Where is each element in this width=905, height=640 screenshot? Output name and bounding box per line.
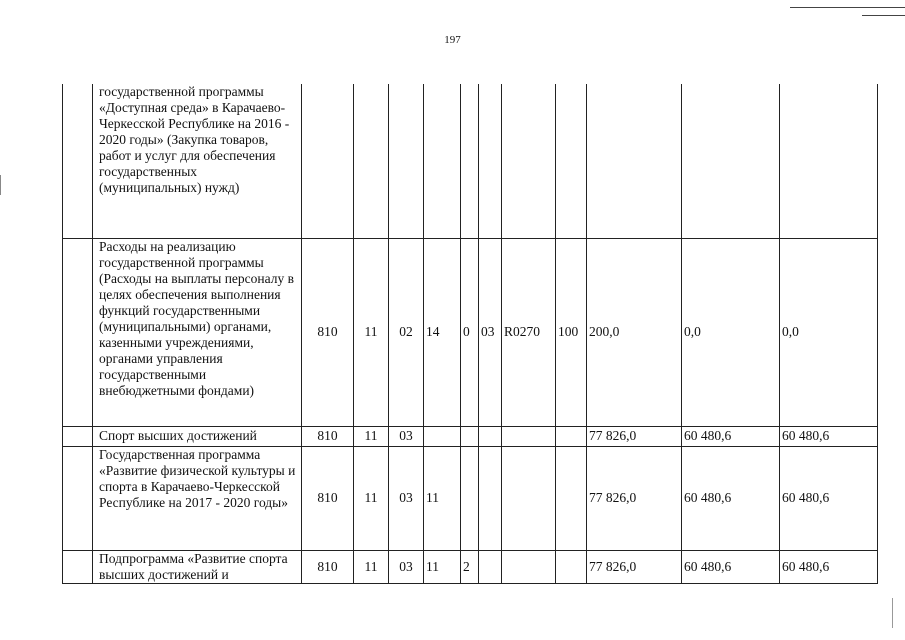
table-row xyxy=(63,426,878,446)
section-cell: 11 xyxy=(354,426,389,446)
admin-code-cell: 810 xyxy=(302,446,354,550)
main-activity-cell: 03 xyxy=(479,238,502,426)
expense-type-cell: 100 xyxy=(556,238,587,426)
row-number-cell xyxy=(63,84,93,238)
subprogram-cell: 2 xyxy=(461,550,479,583)
subprogram-cell xyxy=(461,426,479,446)
main-activity-cell xyxy=(479,446,502,550)
row-name-cell: Подпрограмма «Развитие спорта высших достижений и xyxy=(93,550,302,583)
section-cell: 11 xyxy=(354,446,389,550)
amount-2021-cell: 60 480,6 xyxy=(780,446,878,550)
row-name-cell: Спорт высших достижений xyxy=(93,426,302,446)
amount-2020-cell: 60 480,6 xyxy=(682,550,780,583)
subsection-cell: 03 xyxy=(389,550,424,583)
subprogram-cell xyxy=(461,84,479,238)
row-name-cell: государственной программы «Доступная среда» в Карачаево-Черкесской Республике на 2016 - 2020 годы» (Закупка товаров, работ и услуг для обеспечения государственных (муниципальных) нужд) xyxy=(93,84,302,238)
admin-code-cell: 810 xyxy=(302,238,354,426)
table-row xyxy=(63,238,878,426)
main-activity-cell xyxy=(479,426,502,446)
table-row xyxy=(63,550,878,583)
amount-2019-cell: 200,0 xyxy=(587,238,682,426)
amount-2021-cell xyxy=(780,84,878,238)
main-activity-cell xyxy=(479,550,502,583)
amount-2019-cell xyxy=(587,84,682,238)
subsection-cell: 03 xyxy=(389,446,424,550)
section-cell: 11 xyxy=(354,238,389,426)
expense-type-cell xyxy=(556,84,587,238)
section-cell xyxy=(354,84,389,238)
subprogram-cell: 0 xyxy=(461,238,479,426)
direction-cell xyxy=(502,84,556,238)
direction-cell xyxy=(502,446,556,550)
program-cell xyxy=(424,426,461,446)
amount-2021-cell: 0,0 xyxy=(780,238,878,426)
program-cell: 11 xyxy=(424,550,461,583)
subsection-cell xyxy=(389,84,424,238)
expense-type-cell xyxy=(556,550,587,583)
subsection-cell: 02 xyxy=(389,238,424,426)
amount-2021-cell: 60 480,6 xyxy=(780,550,878,583)
amount-2019-cell: 77 826,0 xyxy=(587,426,682,446)
scan-edge-line-top xyxy=(790,7,905,8)
row-number-cell xyxy=(63,550,93,583)
budget-table xyxy=(62,84,878,584)
amount-2021-cell: 60 480,6 xyxy=(780,426,878,446)
amount-2019-cell: 77 826,0 xyxy=(587,446,682,550)
page-number: 197 xyxy=(444,34,461,46)
scan-edge-line-left xyxy=(0,175,1,195)
admin-code-cell: 810 xyxy=(302,426,354,446)
row-name-cell: Расходы на реализацию государственной программы (Расходы на выплаты персоналу в целях обеспечения выполнения функций государственными (муниципальными) органами, казенными учреждениями, органами управления государственными внебюджетными фондами) xyxy=(93,238,302,426)
admin-code-cell: 810 xyxy=(302,550,354,583)
program-cell: 11 xyxy=(424,446,461,550)
amount-2020-cell: 60 480,6 xyxy=(682,446,780,550)
admin-code-cell xyxy=(302,84,354,238)
direction-cell xyxy=(502,550,556,583)
section-cell: 11 xyxy=(354,550,389,583)
row-number-cell xyxy=(63,426,93,446)
table-row xyxy=(63,84,878,238)
amount-2020-cell xyxy=(682,84,780,238)
main-activity-cell xyxy=(479,84,502,238)
amount-2020-cell: 0,0 xyxy=(682,238,780,426)
table-row xyxy=(63,446,878,550)
subsection-cell: 03 xyxy=(389,426,424,446)
program-cell: 14 xyxy=(424,238,461,426)
amount-2020-cell: 60 480,6 xyxy=(682,426,780,446)
scan-edge-line-right xyxy=(892,598,893,628)
row-name-cell: Государственная программа «Развитие физической культуры и спорта в Карачаево-Черкесской Республике на 2017 - 2020 годы» xyxy=(93,446,302,550)
scan-edge-line-top-short xyxy=(862,15,905,16)
direction-cell xyxy=(502,426,556,446)
subprogram-cell xyxy=(461,446,479,550)
program-cell xyxy=(424,84,461,238)
expense-type-cell xyxy=(556,426,587,446)
amount-2019-cell: 77 826,0 xyxy=(587,550,682,583)
row-number-cell xyxy=(63,446,93,550)
row-number-cell xyxy=(63,238,93,426)
expense-type-cell xyxy=(556,446,587,550)
direction-cell: R0270 xyxy=(502,238,556,426)
